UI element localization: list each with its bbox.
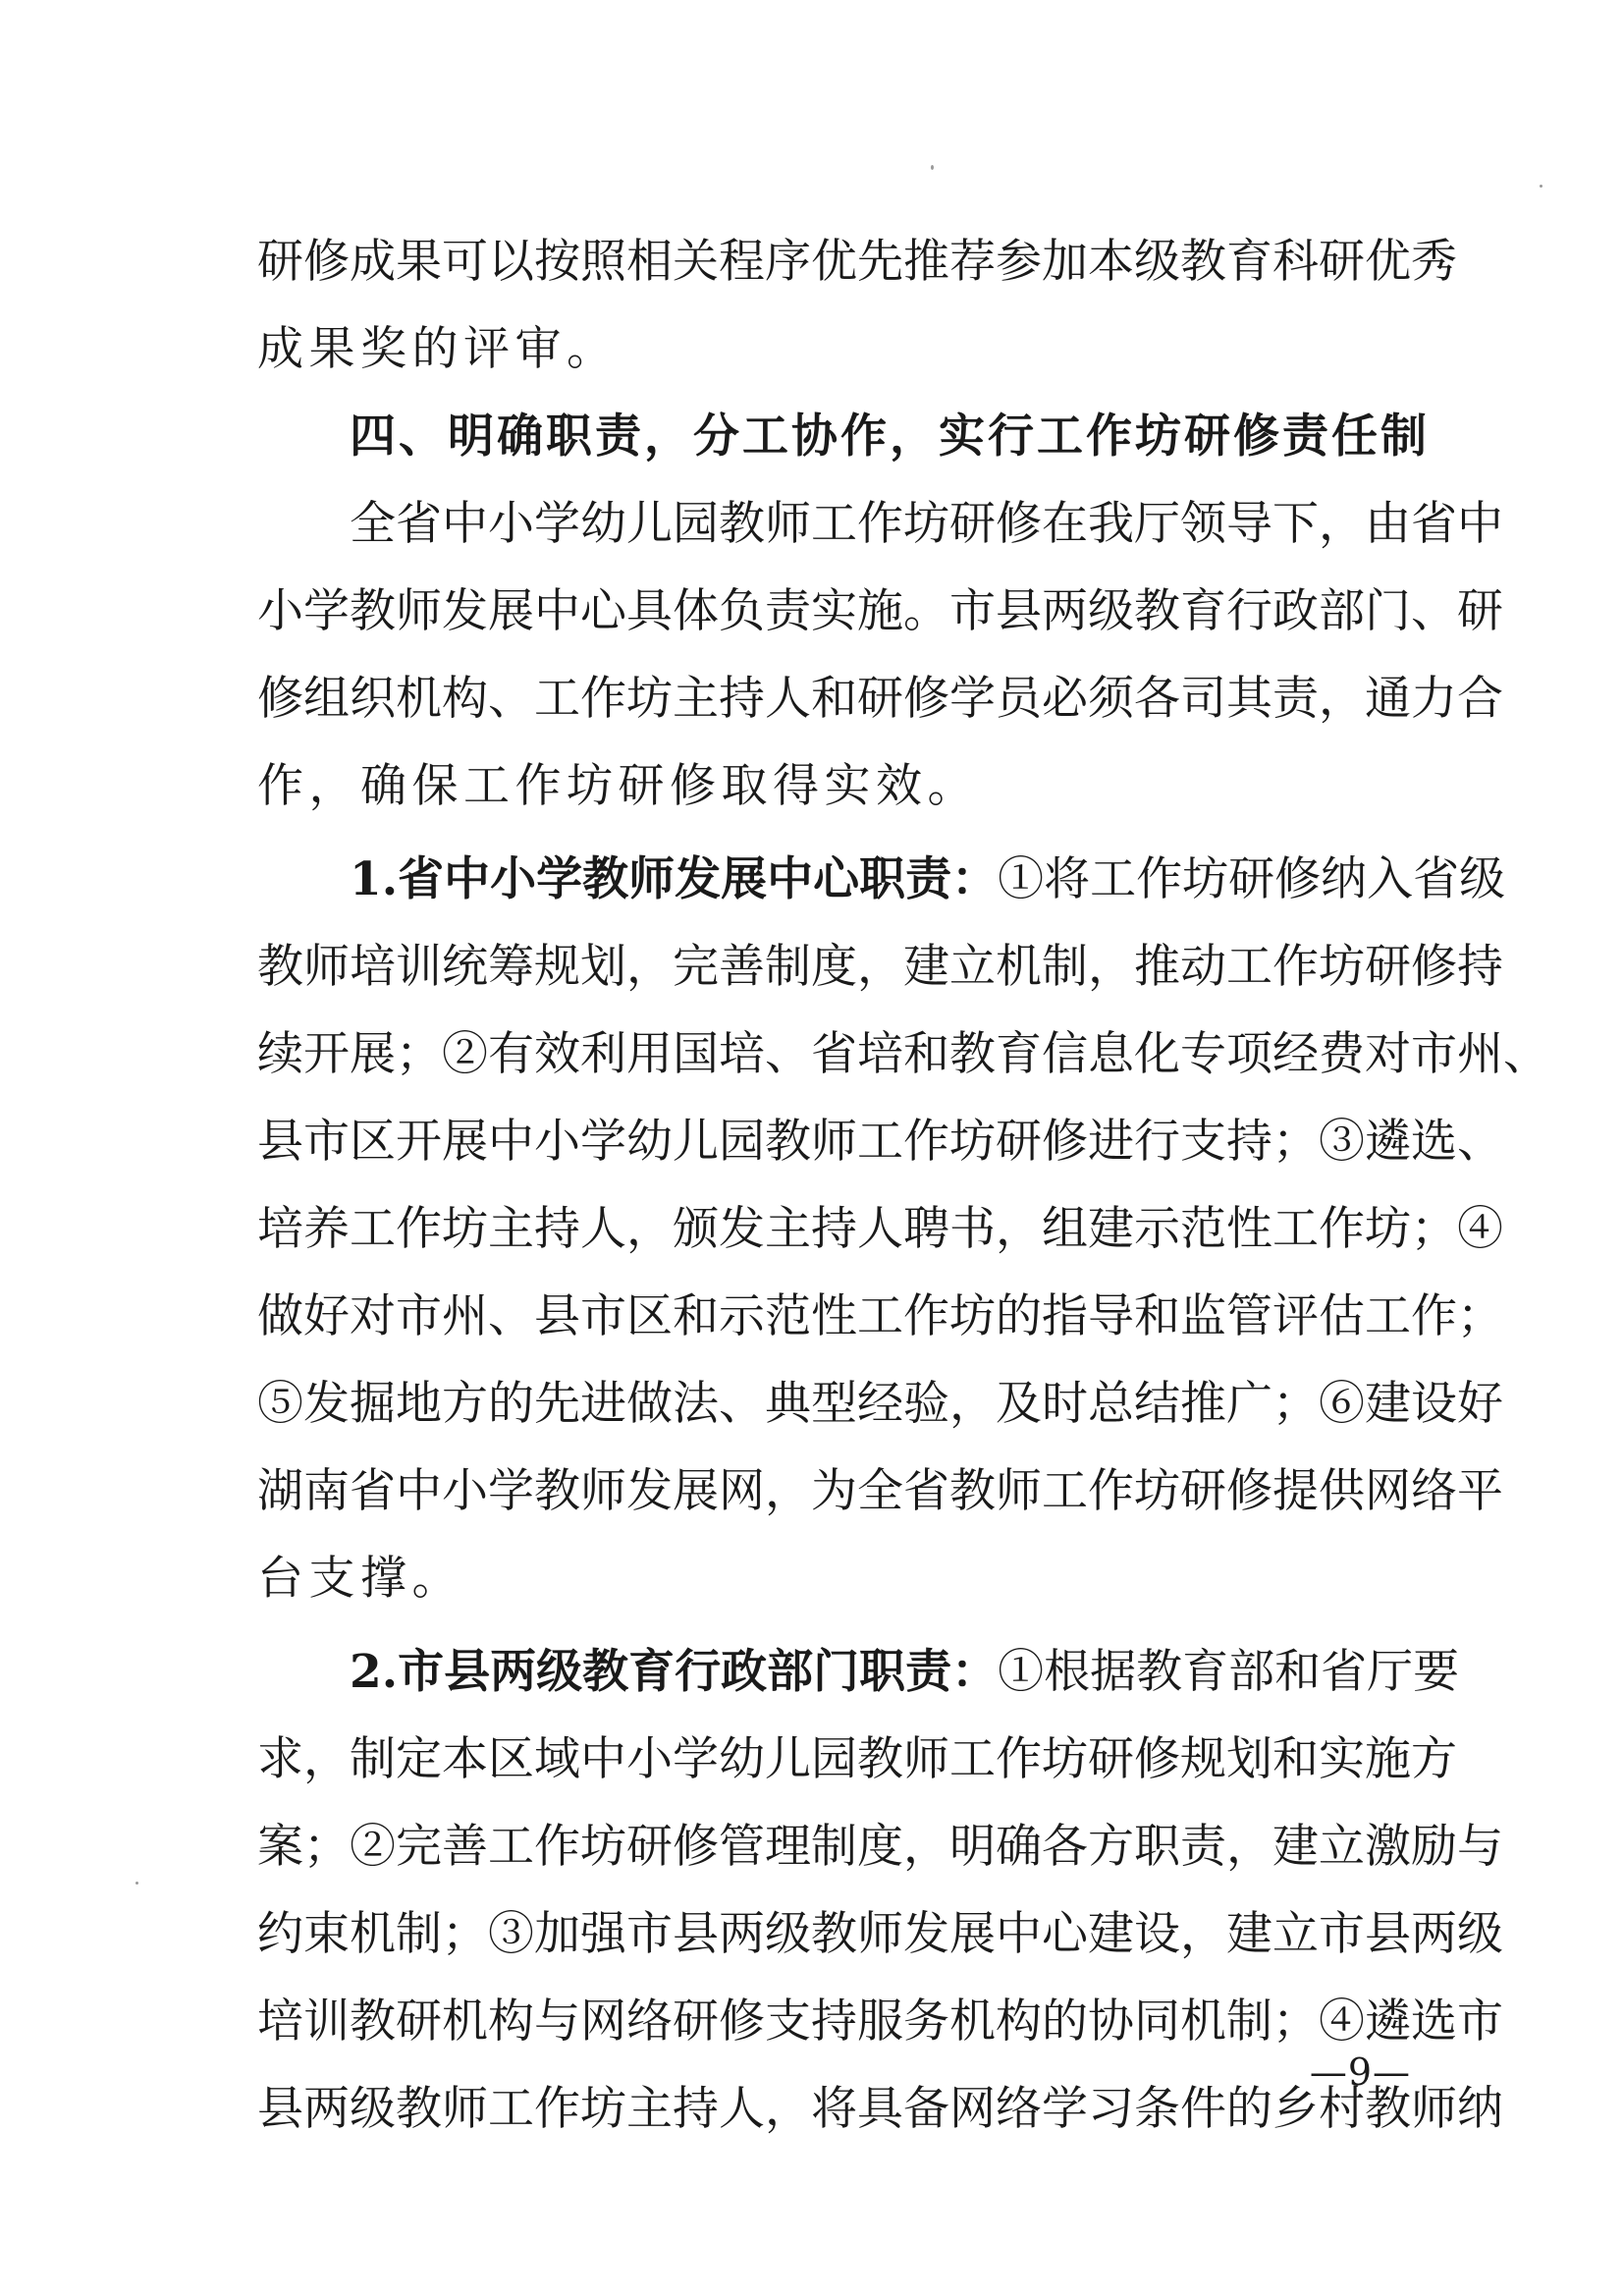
scan-speck: [931, 165, 934, 170]
body-text-line: 培养工作坊主持人，颁发主持人聘书，组建示范性工作坊；④: [257, 1202, 1503, 1256]
body-text-line: 修组织机构、工作坊主持人和研修学员必须各司其责，通力合: [257, 672, 1503, 726]
item-1-first-line: [257, 836, 1506, 923]
body-text-line: 台支撑。: [257, 1552, 463, 1606]
item-1-first-text: ①将工作坊研修纳入省级: [998, 852, 1506, 906]
body-text-line: 县市区开展中小学幼儿园教师工作坊研修进行支持；③遴选、: [257, 1115, 1503, 1169]
section-heading: 四、明确职责，分工协作，实行工作坊研修责任制: [350, 410, 1430, 464]
body-text-line: 成果奖的评审。: [257, 322, 619, 376]
body-text-line: 案；②完善工作坊研修管理制度，明确各方职责，建立激励与: [257, 1820, 1503, 1874]
body-text-line: 湖南省中小学教师发展网，为全省教师工作坊研修提供网络平: [257, 1464, 1503, 1518]
item-1-lead: 1.省中小学教师发展中心职责：: [350, 852, 999, 906]
body-text-line: 约束机制；③加强市县两级教师发展中心建设，建立市县两级: [257, 1907, 1503, 1961]
page-number: —9—: [1309, 2050, 1411, 2094]
body-text-line: 培训教研机构与网络研修支持服务机构的协同机制；④遴选市: [257, 1995, 1503, 2049]
body-text-line: 做好对市州、县市区和示范性工作坊的指导和监管评估工作；: [257, 1289, 1503, 1343]
body-text-line: 全省中小学幼儿园教师工作坊研修在我厅领导下，由省中: [350, 497, 1503, 551]
body-text-line: 求，制定本区域中小学幼儿园教师工作坊研修规划和实施方: [257, 1732, 1457, 1786]
scan-speck: [135, 1882, 138, 1885]
body-text-line: 小学教师发展中心具体负责实施。市县两级教育行政部门、研: [257, 584, 1503, 638]
body-text-line: 续开展；②有效利用国培、省培和教育信息化专项经费对市州、: [257, 1027, 1549, 1081]
body-text-line: 研修成果可以按照相关程序优先推荐参加本级教育科研优秀: [257, 235, 1457, 289]
item-2-first-line: [257, 1628, 1460, 1716]
body-text-line: ⑤发掘地方的先进做法、典型经验，及时总结推广；⑥建设好: [257, 1377, 1503, 1431]
item-2-lead: 2.市县两级教育行政部门职责：: [350, 1645, 999, 1699]
body-text-line: 县两级教师工作坊主持人，将具备网络学习条件的乡村教师纳: [257, 2082, 1503, 2136]
document-body: [257, 218, 1549, 2153]
scan-speck: [1540, 185, 1542, 188]
body-text-line: 作，确保工作坊研修取得实效。: [257, 759, 979, 813]
item-2-first-text: ①根据教育部和省厅要: [998, 1645, 1460, 1699]
body-text-line: 教师培训统筹规划，完善制度，建立机制，推动工作坊研修持: [257, 940, 1503, 994]
